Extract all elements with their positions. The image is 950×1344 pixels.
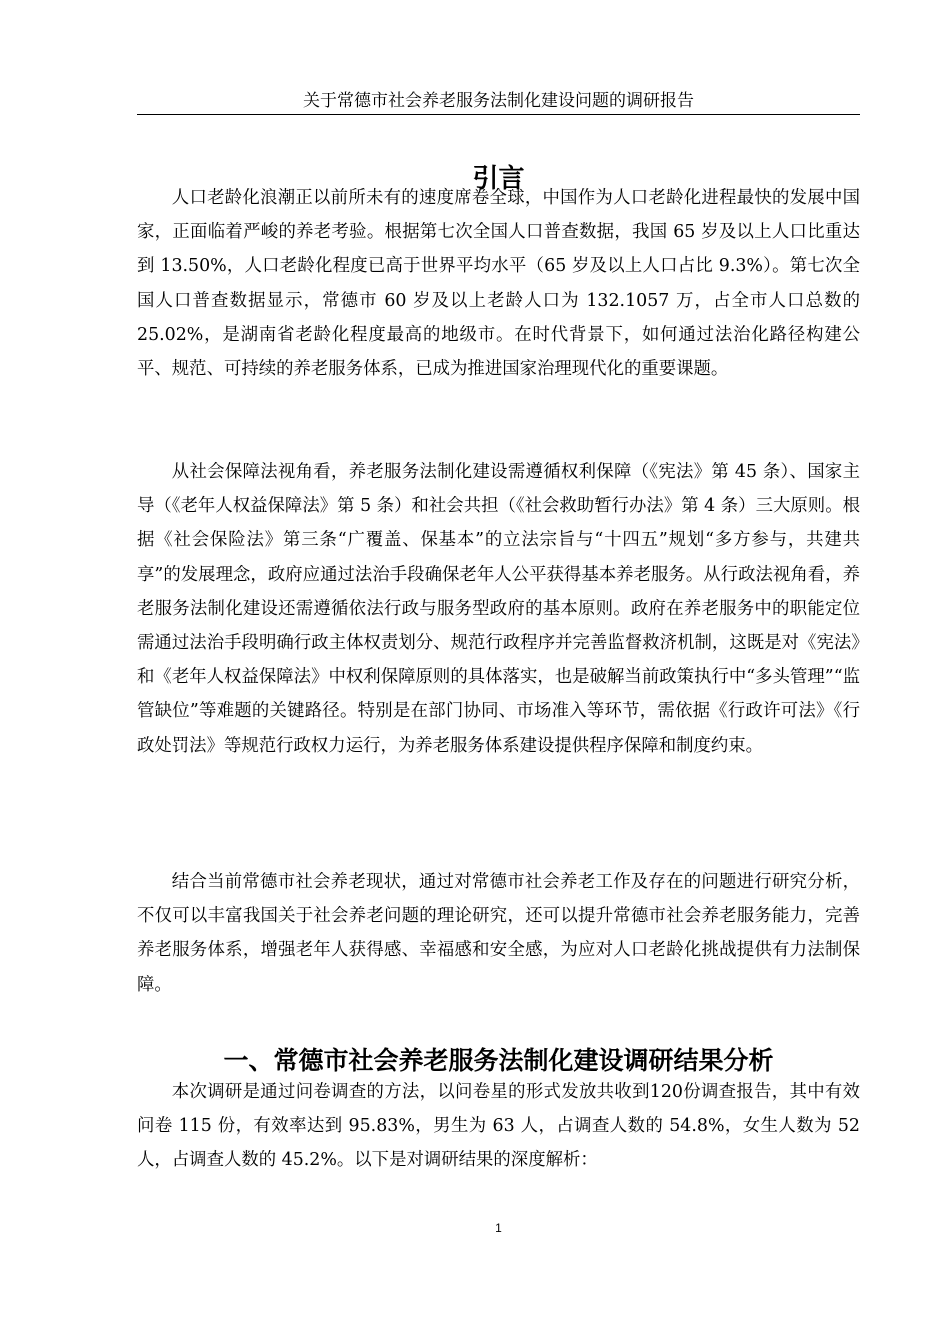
page-number: 1 [495, 1221, 502, 1235]
introduction-paragraph-1: 人口老龄化浪潮正以前所未有的速度席卷全球，中国作为人口老龄化进程最快的发展中国家，正面临着严峻的养老考验。根据第七次全国人口普查数据，我国 65 岁及以上人口比重达到 13.50%，人口老龄化程度已高于世界平均水平（65 岁及以上人口占比 9.3%）。第七次全国人口普查数据显示，常德市 60 岁及以上老龄人口为 132.1057 万，占全市人口总数的 25.02%，是湖南省老龄化程度最高的地级市。在时代背景下，如何通过法治化路径构建公平、规范、可持续的养老服务体系，已成为推进国家治理现代化的重要课题。 [137, 188, 860, 380]
introduction-heading: 引言 [472, 164, 525, 195]
introduction-paragraph-2: 从社会保障法视角看，养老服务法制化建设需遵循权利保障（《宪法》第 45 条）、国家主导（《老年人权益保障法》第 5 条）和社会共担（《社会救助暂行办法》第 4 条）三大原则。根据《社会保险法》第三条“广覆盖、保基本”的立法宗旨与“十四五”规划“多方参与，共建共享”的发展理念，政府应通过法治手段确保老年人公平获得基本养老服务。从行政法视角看，养老服务法制化建设还需遵循依法行政与服务型政府的基本原则。政府在养老服务中的职能定位需通过法治手段明确行政主体权责划分、规范行政程序并完善监督救济机制，这既是对《宪法》和《老年人权益保障法》中权利保障原则的具体落实，也是破解当前政策执行中“多头管理”“监管缺位”等难题的关键路径。特别是在部门协同、市场准入等环节，需依据《行政许可法》《行政处罚法》等规范行政权力运行，为养老服务体系建设提供程序保障和制度约束。 [137, 462, 860, 756]
introduction-paragraph-3: 结合当前常德市社会养老现状，通过对常德市社会养老工作及存在的问题进行研究分析，不仅可以丰富我国关于社会养老问题的理论研究，还可以提升常德市社会养老服务能力，完善养老服务体系，增强老年人获得感、幸福感和安全感，为应对人口老龄化挑战提供有力法制保障。 [137, 872, 860, 995]
section-one-heading: 一、常德市社会养老服务法制化建设调研结果分析 [223, 1045, 774, 1075]
section-one-paragraph-1: 本次调研是通过问卷调查的方法，以问卷星的形式发放共收到120份调查报告，其中有效问卷 115 份，有效率达到 95.83%，男生为 63 人，占调查人数的 54.8%，女生人数为 52 人，占调查人数的 45.2%。以下是对调研结果的深度解析： [137, 1082, 860, 1171]
header-divider [137, 114, 860, 115]
running-header: 关于常德市社会养老服务法制化建设问题的调研报告 [303, 91, 694, 111]
